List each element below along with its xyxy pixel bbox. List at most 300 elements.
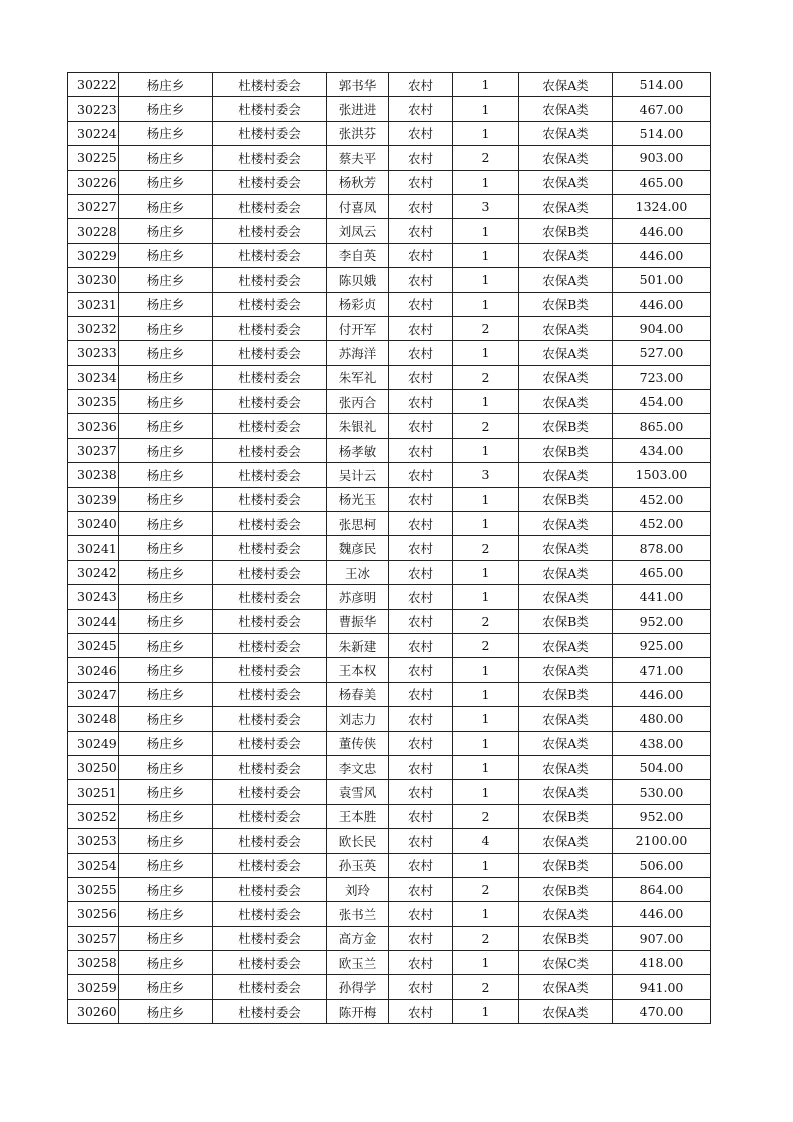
table-row [68, 609, 711, 633]
table-row [68, 853, 711, 877]
person-name-cell: 刘志力 [327, 707, 389, 731]
amount-cell: 1324.00 [613, 194, 711, 218]
household-type-cell: 农村 [389, 560, 453, 584]
household-type-cell: 农村 [389, 463, 453, 487]
record-id-cell: 30242 [68, 560, 119, 584]
township-cell: 杨庄乡 [119, 780, 213, 804]
insurance-category-cell: 农保B类 [519, 487, 613, 511]
amount-cell: 904.00 [613, 316, 711, 340]
village-committee-cell: 杜楼村委会 [213, 170, 327, 194]
village-committee-cell: 杜楼村委会 [213, 951, 327, 975]
village-committee-cell: 杜楼村委会 [213, 829, 327, 853]
household-type-cell: 农村 [389, 194, 453, 218]
amount-cell: 527.00 [613, 341, 711, 365]
record-id-cell: 30228 [68, 219, 119, 243]
amount-cell: 434.00 [613, 438, 711, 462]
table-row [68, 658, 711, 682]
member-count-cell: 1 [453, 682, 519, 706]
township-cell: 杨庄乡 [119, 316, 213, 340]
record-id-cell: 30255 [68, 877, 119, 901]
table-body [68, 73, 711, 1024]
record-id-cell: 30226 [68, 170, 119, 194]
insurance-category-cell: 农保A类 [519, 390, 613, 414]
household-type-cell: 农村 [389, 487, 453, 511]
village-committee-cell: 杜楼村委会 [213, 633, 327, 657]
household-type-cell: 农村 [389, 951, 453, 975]
member-count-cell: 1 [453, 755, 519, 779]
table-row [68, 390, 711, 414]
household-type-cell: 农村 [389, 365, 453, 389]
table-row [68, 585, 711, 609]
record-id-cell: 30239 [68, 487, 119, 511]
table-row [68, 219, 711, 243]
record-id-cell: 30246 [68, 658, 119, 682]
record-id-cell: 30254 [68, 853, 119, 877]
amount-cell: 438.00 [613, 731, 711, 755]
amount-cell: 446.00 [613, 902, 711, 926]
table-row [68, 414, 711, 438]
amount-cell: 865.00 [613, 414, 711, 438]
record-id-cell: 30233 [68, 341, 119, 365]
township-cell: 杨庄乡 [119, 292, 213, 316]
person-name-cell: 吴计云 [327, 463, 389, 487]
member-count-cell: 2 [453, 633, 519, 657]
household-type-cell: 农村 [389, 829, 453, 853]
member-count-cell: 2 [453, 877, 519, 901]
household-type-cell: 农村 [389, 609, 453, 633]
village-committee-cell: 杜楼村委会 [213, 780, 327, 804]
village-committee-cell: 杜楼村委会 [213, 682, 327, 706]
township-cell: 杨庄乡 [119, 414, 213, 438]
insurance-category-cell: 农保A类 [519, 780, 613, 804]
record-id-cell: 30259 [68, 975, 119, 999]
household-type-cell: 农村 [389, 975, 453, 999]
amount-cell: 878.00 [613, 536, 711, 560]
person-name-cell: 高方金 [327, 926, 389, 950]
household-type-cell: 农村 [389, 755, 453, 779]
village-committee-cell: 杜楼村委会 [213, 316, 327, 340]
household-type-cell: 农村 [389, 146, 453, 170]
member-count-cell: 2 [453, 146, 519, 170]
village-committee-cell: 杜楼村委会 [213, 365, 327, 389]
person-name-cell: 魏彦民 [327, 536, 389, 560]
person-name-cell: 蔡夫平 [327, 146, 389, 170]
village-committee-cell: 杜楼村委会 [213, 707, 327, 731]
insurance-category-cell: 农保A类 [519, 268, 613, 292]
table-row [68, 292, 711, 316]
household-type-cell: 农村 [389, 268, 453, 292]
township-cell: 杨庄乡 [119, 658, 213, 682]
insurance-category-cell: 农保A类 [519, 902, 613, 926]
township-cell: 杨庄乡 [119, 121, 213, 145]
record-id-cell: 30251 [68, 780, 119, 804]
village-committee-cell: 杜楼村委会 [213, 121, 327, 145]
person-name-cell: 张丙合 [327, 390, 389, 414]
member-count-cell: 1 [453, 707, 519, 731]
amount-cell: 514.00 [613, 121, 711, 145]
township-cell: 杨庄乡 [119, 438, 213, 462]
record-id-cell: 30231 [68, 292, 119, 316]
village-committee-cell: 杜楼村委会 [213, 804, 327, 828]
village-committee-cell: 杜楼村委会 [213, 999, 327, 1023]
township-cell: 杨庄乡 [119, 487, 213, 511]
township-cell: 杨庄乡 [119, 365, 213, 389]
table-row [68, 316, 711, 340]
township-cell: 杨庄乡 [119, 951, 213, 975]
person-name-cell: 杨春美 [327, 682, 389, 706]
person-name-cell: 朱新建 [327, 633, 389, 657]
record-id-cell: 30237 [68, 438, 119, 462]
table-row [68, 243, 711, 267]
insurance-category-cell: 农保A类 [519, 341, 613, 365]
table-row [68, 341, 711, 365]
record-id-cell: 30224 [68, 121, 119, 145]
person-name-cell: 董传侠 [327, 731, 389, 755]
record-id-cell: 30256 [68, 902, 119, 926]
member-count-cell: 2 [453, 609, 519, 633]
record-id-cell: 30243 [68, 585, 119, 609]
household-type-cell: 农村 [389, 316, 453, 340]
insurance-category-cell: 农保A类 [519, 512, 613, 536]
member-count-cell: 1 [453, 292, 519, 316]
record-id-cell: 30238 [68, 463, 119, 487]
insurance-category-cell: 农保A类 [519, 316, 613, 340]
household-type-cell: 农村 [389, 633, 453, 657]
person-name-cell: 杨秋芳 [327, 170, 389, 194]
insurance-category-cell: 农保A类 [519, 536, 613, 560]
township-cell: 杨庄乡 [119, 804, 213, 828]
person-name-cell: 付开军 [327, 316, 389, 340]
member-count-cell: 1 [453, 902, 519, 926]
record-id-cell: 30249 [68, 731, 119, 755]
member-count-cell: 1 [453, 560, 519, 584]
person-name-cell: 王冰 [327, 560, 389, 584]
township-cell: 杨庄乡 [119, 999, 213, 1023]
amount-cell: 454.00 [613, 390, 711, 414]
member-count-cell: 1 [453, 658, 519, 682]
household-type-cell: 农村 [389, 414, 453, 438]
village-committee-cell: 杜楼村委会 [213, 536, 327, 560]
record-id-cell: 30223 [68, 97, 119, 121]
household-type-cell: 农村 [389, 438, 453, 462]
member-count-cell: 1 [453, 243, 519, 267]
village-committee-cell: 杜楼村委会 [213, 902, 327, 926]
township-cell: 杨庄乡 [119, 877, 213, 901]
member-count-cell: 1 [453, 73, 519, 97]
table-row [68, 365, 711, 389]
member-count-cell: 2 [453, 926, 519, 950]
amount-cell: 925.00 [613, 633, 711, 657]
insurance-category-cell: 农保A类 [519, 97, 613, 121]
insurance-category-cell: 农保A类 [519, 658, 613, 682]
insurance-category-cell: 农保B类 [519, 877, 613, 901]
record-id-cell: 30260 [68, 999, 119, 1023]
amount-cell: 441.00 [613, 585, 711, 609]
amount-cell: 471.00 [613, 658, 711, 682]
insurance-category-cell: 农保A类 [519, 755, 613, 779]
household-type-cell: 农村 [389, 243, 453, 267]
amount-cell: 480.00 [613, 707, 711, 731]
person-name-cell: 陈开梅 [327, 999, 389, 1023]
table-row [68, 536, 711, 560]
amount-cell: 2100.00 [613, 829, 711, 853]
record-id-cell: 30240 [68, 512, 119, 536]
household-type-cell: 农村 [389, 804, 453, 828]
person-name-cell: 陈贝娥 [327, 268, 389, 292]
village-committee-cell: 杜楼村委会 [213, 585, 327, 609]
insurance-category-cell: 农保A类 [519, 73, 613, 97]
person-name-cell: 刘玲 [327, 877, 389, 901]
member-count-cell: 1 [453, 219, 519, 243]
member-count-cell: 2 [453, 414, 519, 438]
household-type-cell: 农村 [389, 170, 453, 194]
insurance-category-cell: 农保A类 [519, 243, 613, 267]
record-id-cell: 30247 [68, 682, 119, 706]
amount-cell: 864.00 [613, 877, 711, 901]
member-count-cell: 1 [453, 170, 519, 194]
member-count-cell: 1 [453, 438, 519, 462]
person-name-cell: 张洪芬 [327, 121, 389, 145]
member-count-cell: 4 [453, 829, 519, 853]
member-count-cell: 2 [453, 804, 519, 828]
member-count-cell: 1 [453, 999, 519, 1023]
person-name-cell: 朱军礼 [327, 365, 389, 389]
village-committee-cell: 杜楼村委会 [213, 463, 327, 487]
member-count-cell: 1 [453, 97, 519, 121]
table-row [68, 146, 711, 170]
record-id-cell: 30232 [68, 316, 119, 340]
record-id-cell: 30229 [68, 243, 119, 267]
insurance-category-cell: 农保A类 [519, 463, 613, 487]
village-committee-cell: 杜楼村委会 [213, 731, 327, 755]
table-row [68, 487, 711, 511]
village-committee-cell: 杜楼村委会 [213, 926, 327, 950]
member-count-cell: 1 [453, 780, 519, 804]
member-count-cell: 1 [453, 731, 519, 755]
person-name-cell: 李自英 [327, 243, 389, 267]
person-name-cell: 杨彩贞 [327, 292, 389, 316]
insurance-category-cell: 农保B类 [519, 682, 613, 706]
table-row [68, 463, 711, 487]
household-type-cell: 农村 [389, 707, 453, 731]
township-cell: 杨庄乡 [119, 97, 213, 121]
insurance-category-cell: 农保A类 [519, 194, 613, 218]
township-cell: 杨庄乡 [119, 829, 213, 853]
amount-cell: 506.00 [613, 853, 711, 877]
township-cell: 杨庄乡 [119, 755, 213, 779]
village-committee-cell: 杜楼村委会 [213, 487, 327, 511]
person-name-cell: 苏海洋 [327, 341, 389, 365]
record-id-cell: 30250 [68, 755, 119, 779]
member-count-cell: 1 [453, 853, 519, 877]
table-row [68, 829, 711, 853]
member-count-cell: 2 [453, 975, 519, 999]
household-type-cell: 农村 [389, 926, 453, 950]
table-row [68, 121, 711, 145]
member-count-cell: 3 [453, 194, 519, 218]
township-cell: 杨庄乡 [119, 170, 213, 194]
township-cell: 杨庄乡 [119, 853, 213, 877]
household-type-cell: 农村 [389, 73, 453, 97]
amount-cell: 446.00 [613, 292, 711, 316]
insurance-category-cell: 农保B类 [519, 609, 613, 633]
insurance-category-cell: 农保B类 [519, 219, 613, 243]
record-id-cell: 30252 [68, 804, 119, 828]
table-row [68, 438, 711, 462]
table-row [68, 170, 711, 194]
insurance-category-cell: 农保B类 [519, 292, 613, 316]
beneficiary-table [67, 72, 711, 1024]
record-id-cell: 30248 [68, 707, 119, 731]
table-row [68, 780, 711, 804]
person-name-cell: 杨光玉 [327, 487, 389, 511]
household-type-cell: 农村 [389, 512, 453, 536]
amount-cell: 446.00 [613, 243, 711, 267]
household-type-cell: 农村 [389, 877, 453, 901]
member-count-cell: 1 [453, 341, 519, 365]
member-count-cell: 1 [453, 121, 519, 145]
township-cell: 杨庄乡 [119, 633, 213, 657]
member-count-cell: 1 [453, 585, 519, 609]
insurance-category-cell: 农保B类 [519, 414, 613, 438]
person-name-cell: 朱银礼 [327, 414, 389, 438]
insurance-category-cell: 农保A类 [519, 585, 613, 609]
person-name-cell: 孙得学 [327, 975, 389, 999]
amount-cell: 446.00 [613, 219, 711, 243]
record-id-cell: 30236 [68, 414, 119, 438]
insurance-category-cell: 农保C类 [519, 951, 613, 975]
table-row [68, 560, 711, 584]
member-count-cell: 2 [453, 316, 519, 340]
village-committee-cell: 杜楼村委会 [213, 97, 327, 121]
village-committee-cell: 杜楼村委会 [213, 877, 327, 901]
record-id-cell: 30258 [68, 951, 119, 975]
amount-cell: 1503.00 [613, 463, 711, 487]
record-id-cell: 30241 [68, 536, 119, 560]
insurance-category-cell: 农保A类 [519, 365, 613, 389]
township-cell: 杨庄乡 [119, 390, 213, 414]
person-name-cell: 付喜凤 [327, 194, 389, 218]
amount-cell: 952.00 [613, 804, 711, 828]
table-row [68, 731, 711, 755]
table-row [68, 877, 711, 901]
township-cell: 杨庄乡 [119, 194, 213, 218]
village-committee-cell: 杜楼村委会 [213, 658, 327, 682]
township-cell: 杨庄乡 [119, 731, 213, 755]
amount-cell: 952.00 [613, 609, 711, 633]
household-type-cell: 农村 [389, 585, 453, 609]
table-row [68, 512, 711, 536]
household-type-cell: 农村 [389, 536, 453, 560]
household-type-cell: 农村 [389, 999, 453, 1023]
household-type-cell: 农村 [389, 902, 453, 926]
member-count-cell: 2 [453, 365, 519, 389]
village-committee-cell: 杜楼村委会 [213, 609, 327, 633]
amount-cell: 723.00 [613, 365, 711, 389]
household-type-cell: 农村 [389, 658, 453, 682]
household-type-cell: 农村 [389, 292, 453, 316]
insurance-category-cell: 农保A类 [519, 560, 613, 584]
table-row [68, 755, 711, 779]
record-id-cell: 30222 [68, 73, 119, 97]
amount-cell: 465.00 [613, 560, 711, 584]
township-cell: 杨庄乡 [119, 707, 213, 731]
table-row [68, 926, 711, 950]
insurance-category-cell: 农保B类 [519, 926, 613, 950]
amount-cell: 907.00 [613, 926, 711, 950]
township-cell: 杨庄乡 [119, 341, 213, 365]
member-count-cell: 1 [453, 487, 519, 511]
household-type-cell: 农村 [389, 853, 453, 877]
person-name-cell: 郭书华 [327, 73, 389, 97]
township-cell: 杨庄乡 [119, 585, 213, 609]
household-type-cell: 农村 [389, 731, 453, 755]
household-type-cell: 农村 [389, 390, 453, 414]
table-row [68, 804, 711, 828]
person-name-cell: 苏彦明 [327, 585, 389, 609]
amount-cell: 418.00 [613, 951, 711, 975]
village-committee-cell: 杜楼村委会 [213, 73, 327, 97]
amount-cell: 446.00 [613, 682, 711, 706]
record-id-cell: 30245 [68, 633, 119, 657]
amount-cell: 470.00 [613, 999, 711, 1023]
insurance-category-cell: 农保B类 [519, 804, 613, 828]
amount-cell: 530.00 [613, 780, 711, 804]
person-name-cell: 欧玉兰 [327, 951, 389, 975]
insurance-category-cell: 农保A类 [519, 146, 613, 170]
village-committee-cell: 杜楼村委会 [213, 512, 327, 536]
village-committee-cell: 杜楼村委会 [213, 341, 327, 365]
township-cell: 杨庄乡 [119, 682, 213, 706]
township-cell: 杨庄乡 [119, 926, 213, 950]
township-cell: 杨庄乡 [119, 73, 213, 97]
person-name-cell: 曹振华 [327, 609, 389, 633]
person-name-cell: 欧长民 [327, 829, 389, 853]
insurance-category-cell: 农保A类 [519, 633, 613, 657]
member-count-cell: 1 [453, 951, 519, 975]
township-cell: 杨庄乡 [119, 463, 213, 487]
member-count-cell: 3 [453, 463, 519, 487]
table-row [68, 97, 711, 121]
village-committee-cell: 杜楼村委会 [213, 194, 327, 218]
household-type-cell: 农村 [389, 97, 453, 121]
household-type-cell: 农村 [389, 341, 453, 365]
table-row [68, 268, 711, 292]
township-cell: 杨庄乡 [119, 268, 213, 292]
person-name-cell: 杨孝敏 [327, 438, 389, 462]
table-row [68, 902, 711, 926]
person-name-cell: 王本权 [327, 658, 389, 682]
member-count-cell: 2 [453, 536, 519, 560]
village-committee-cell: 杜楼村委会 [213, 560, 327, 584]
record-id-cell: 30257 [68, 926, 119, 950]
amount-cell: 452.00 [613, 512, 711, 536]
person-name-cell: 张思柯 [327, 512, 389, 536]
village-committee-cell: 杜楼村委会 [213, 268, 327, 292]
table-row [68, 73, 711, 97]
person-name-cell: 张书兰 [327, 902, 389, 926]
amount-cell: 452.00 [613, 487, 711, 511]
amount-cell: 514.00 [613, 73, 711, 97]
insurance-category-cell: 农保B类 [519, 853, 613, 877]
township-cell: 杨庄乡 [119, 219, 213, 243]
township-cell: 杨庄乡 [119, 560, 213, 584]
amount-cell: 903.00 [613, 146, 711, 170]
insurance-category-cell: 农保A类 [519, 999, 613, 1023]
member-count-cell: 1 [453, 268, 519, 292]
village-committee-cell: 杜楼村委会 [213, 438, 327, 462]
table-row [68, 194, 711, 218]
